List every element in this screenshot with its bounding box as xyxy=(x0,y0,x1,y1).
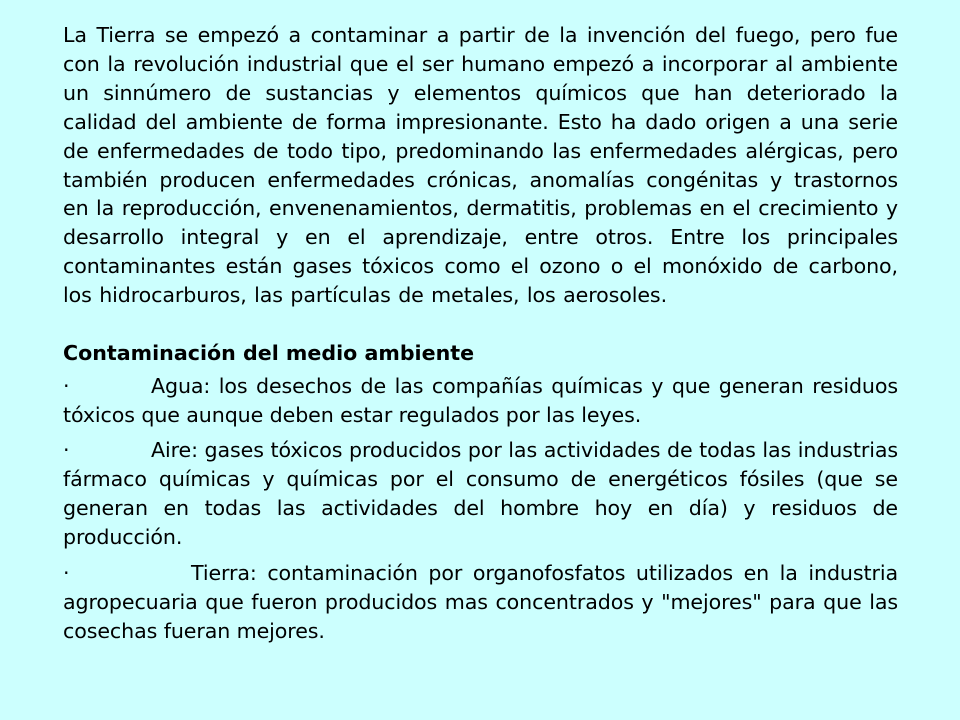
bullet-text: Agua: los desechos de las compañías químicas y que generan residuos tóxicos que aunque deben estar regulados por las leyes. xyxy=(63,373,898,427)
bullet-text: Tierra: contaminación por organofosfatos utilizados en la industria agropecuaria que fueron producidos mas concentrados y "mejores" para que las cosechas fueran mejores. xyxy=(63,561,898,644)
intro-paragraph: La Tierra se empezó a contaminar a partir de la invención del fuego, pero fue con la revolución industrial que el ser humano empezó a incorporar al ambiente un sinnúmero de sustancias y elementos químicos que han deteriorado la calidad del ambiente de forma impresionante. Esto ha dado origen a una serie de enfermedades de todo tipo, predominando las enfermedades alérgicas, pero también producen enfermedades crónicas, anomalías congénitas y trastornos en la reproducción, envenenamientos, dermatitis, problemas en el crecimiento y desarrollo integral y en el aprendizaje, entre otros. Entre los principales contaminantes están gases tóxicos como el ozono o el monóxido de carbono, los hidrocarburos, las partículas de metales, los aerosoles. xyxy=(63,23,898,308)
bullet-marker: · xyxy=(63,437,70,462)
bullet-marker: · xyxy=(63,561,70,586)
section-heading: Contaminación del medio ambiente xyxy=(63,341,475,366)
bullet-tierra xyxy=(63,559,898,646)
bullet-aire xyxy=(63,436,898,552)
bullet-agua xyxy=(63,372,898,430)
bullet-marker: · xyxy=(63,373,70,398)
bullet-text: Aire: gases tóxicos producidos por las actividades de todas las industrias fármaco químicas y químicas por el consumo de energéticos fósiles (que se generan en todas las actividades del hombre hoy en día) y residuos de producción. xyxy=(63,437,898,549)
